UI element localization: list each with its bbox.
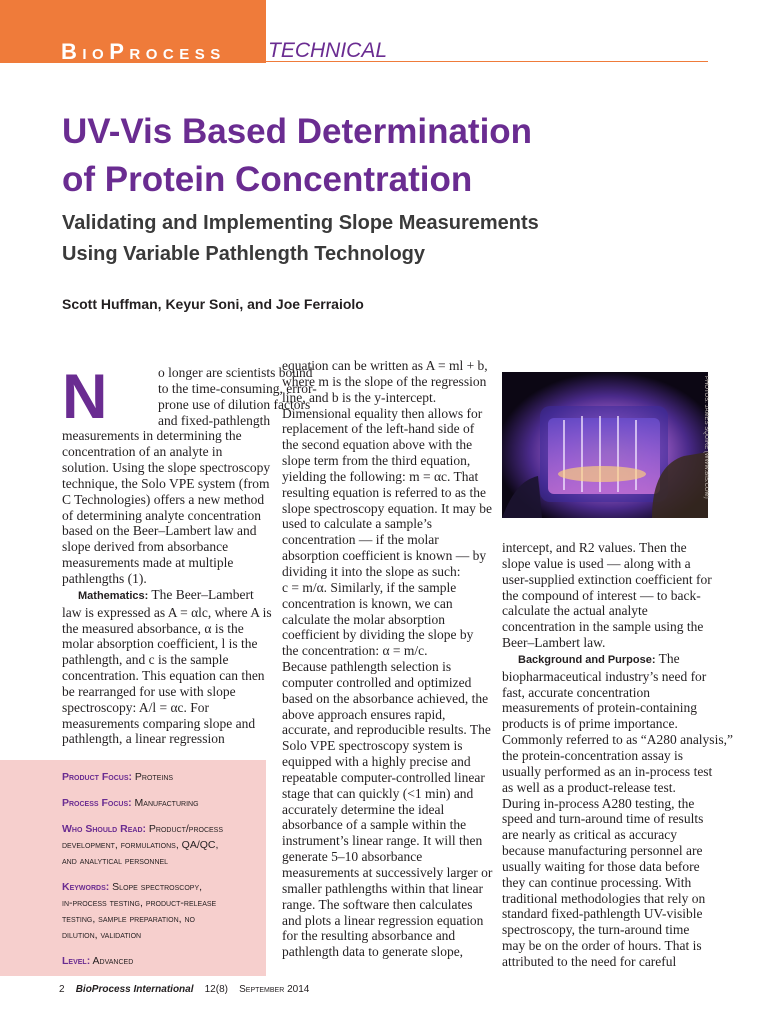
keywords-line-2: in-process testing, product-release: [62, 897, 217, 909]
text-line: equipped with a highly precise and: [282, 754, 471, 770]
text-line: Commonly referred to as “A280 analysis,”: [502, 732, 733, 748]
text-line: above approach ensures rapid,: [282, 706, 446, 722]
bg-first-rest: The: [655, 650, 680, 666]
journal-name: BioProcess International: [75, 984, 194, 995]
keywords-line-3: testing, sample preparation, no: [62, 913, 195, 925]
text-line: dividing it into the slope as such:: [282, 563, 461, 579]
text-line: the compound of interest — to back-: [502, 587, 701, 603]
who-line-3: and analytical personnel: [62, 855, 169, 867]
text-line: may be on the order of hours. That is: [502, 938, 702, 954]
text-line: the concentration: α = m/c.: [282, 643, 428, 659]
text-line: Dimensional equality then allows for: [282, 405, 483, 421]
text-line: and fixed-pathlength: [158, 412, 271, 428]
math-first-line: [62, 587, 266, 605]
text-line: equation can be written as A = ml + b,: [282, 358, 488, 373]
text-line: spectroscopy, the turn-around time: [502, 922, 690, 938]
bg-first-line: [502, 651, 708, 669]
text-line: measurements comparing slope and: [62, 715, 256, 731]
text-line: concentration. This equation can then: [62, 668, 265, 684]
column-2: [282, 358, 493, 960]
text-line: Because pathlength selection is: [282, 659, 452, 675]
text-line: spectroscopy: A/l = αc. For: [62, 699, 210, 715]
text-line: as well as a product-release test.: [502, 779, 676, 795]
text-line: used to calculate a sample’s: [282, 516, 432, 532]
text-line: replacement of the left-hand side of: [282, 421, 475, 437]
level: [62, 953, 262, 969]
section-name: TECHNICAL: [268, 39, 388, 62]
text-line: repeatable computer-controlled linear: [282, 769, 485, 785]
text-line: pathlength data to generate slope,: [282, 944, 464, 960]
page-number: 2: [59, 984, 65, 995]
text-line: and plots a linear regression equation: [282, 912, 484, 928]
page-footer: [59, 984, 309, 995]
level-label: Level:: [62, 955, 91, 967]
text-line: for the resulting absorbance and: [282, 928, 456, 944]
col3-paragraph-b: [502, 668, 733, 970]
photo-credit: PHOTOS: JAMES SQUIRE (WWW.BIS.COM): [703, 376, 709, 499]
text-line: c = m/α. Similarly, if the sample: [282, 579, 457, 595]
text-line: are nearly as critical as accuracy: [502, 827, 678, 843]
text-line: they can continue processing. With: [502, 874, 692, 890]
text-line: prone use of dilution factors: [158, 396, 311, 412]
text-line: accurate, and reproducible results. The: [282, 722, 491, 738]
text-line: attributed to the need for careful: [502, 953, 677, 969]
text-line: based on the Beer–Lambert law and: [62, 523, 257, 539]
text-line: Beer–Lambert law.: [502, 635, 606, 651]
text-line: to the time-consuming, error-: [158, 380, 317, 396]
text-line: standard fixed-pathlength UV-visible: [502, 906, 703, 922]
text-line: user-supplied extinction coefficient for: [502, 571, 712, 587]
product-focus: [62, 769, 262, 785]
issue-date: September 2014: [239, 984, 310, 995]
text-line: because manufacturing personnel are: [502, 843, 703, 859]
text-line: instrument’s linear range. It will then: [282, 833, 483, 849]
text-line: pathlengths (1).: [62, 570, 147, 586]
text-line: o longer are scientists bound: [158, 365, 313, 380]
text-line: molar absorption coefficient, l is the: [62, 636, 258, 652]
text-line: absorption coefficient is known — by: [282, 548, 487, 564]
article-title: [62, 108, 702, 204]
text-line: generate 5–10 absorbance: [282, 849, 423, 865]
text-line: concentration in the sample using the: [502, 619, 704, 635]
bg-heading: Background and Purpose:: [518, 653, 656, 666]
text-line: concentration of an analyte in: [62, 444, 223, 460]
keywords-line-4: dilution, validation: [62, 929, 142, 941]
text-line: usually performed as an in-process test: [502, 763, 713, 779]
text-line: pathlength, and c is the sample: [62, 652, 229, 668]
who-should-read: [62, 821, 262, 869]
text-line: calculate the molar absorption: [282, 611, 446, 627]
text-line: speed and turn-around time of results: [502, 811, 704, 827]
column-1: [62, 362, 317, 747]
math-paragraph: [62, 604, 272, 748]
text-line: resulting equation is referred to as the: [282, 484, 486, 500]
level-value: Advanced: [92, 955, 134, 967]
text-line: C Technologies) offers a new method: [62, 491, 265, 507]
text-line: the measured absorbance, α is the: [62, 620, 244, 636]
intro-indented: [62, 365, 317, 428]
text-line: traditional methodologies that rely on: [502, 890, 706, 906]
intro-paragraph: [62, 428, 271, 586]
text-line: measurements of protein-containing: [502, 700, 697, 716]
product-focus-value: Proteins: [134, 771, 174, 783]
text-line: where m is the slope of the regression: [282, 373, 487, 389]
col3-paragraph-a: [502, 540, 712, 651]
text-line: technique, the Solo VPE system (from: [62, 475, 270, 491]
keywords-line-1: Slope spectroscopy,: [112, 881, 203, 893]
text-line: yielding the following: m = αc. That: [282, 468, 479, 484]
text-line: measurements made at multiple: [62, 555, 234, 571]
text-line: concentration is known, we can: [282, 595, 453, 611]
author-byline: Scott Huffman, Keyur Soni, and Joe Ferraiolo: [62, 296, 364, 312]
keywords: [62, 879, 262, 943]
text-line: range. The software then calculates: [282, 896, 473, 912]
text-line: slope value is used — along with a: [502, 555, 691, 571]
text-line: intercept, and R2 values. Then the: [502, 540, 687, 555]
text-line: solution. Using the slope spectroscopy: [62, 460, 271, 476]
issue-number: 12(8): [204, 984, 228, 995]
who-line-2: development, formulations, QA/QC,: [62, 839, 219, 851]
math-heading: Mathematics:: [78, 589, 149, 602]
text-line: slope term from the third equation,: [282, 453, 471, 469]
text-line: line, and b is the y-intercept.: [282, 389, 437, 405]
text-line: usually waiting for those data before: [502, 858, 700, 874]
lab-photo: [502, 372, 708, 518]
text-line: Solo VPE spectroscopy system is: [282, 738, 463, 754]
process-focus-label: Process Focus:: [62, 797, 132, 809]
text-line: the second equation above with the: [282, 437, 473, 453]
text-line: fast, accurate concentration: [502, 684, 651, 700]
text-line: law is expressed as A = αlc, where A is: [62, 604, 272, 620]
who-line-1: Product/process: [148, 823, 224, 835]
text-line: based on the absorbance achieved, the: [282, 690, 489, 706]
text-line: slope spectroscopy equation. It may be: [282, 500, 492, 516]
text-line: measurements in determining the: [62, 428, 242, 444]
brand-name: BioProcess: [61, 39, 226, 64]
process-focus: [62, 795, 262, 811]
keywords-label: Keywords:: [62, 881, 110, 893]
text-line: calculate the actual analyte: [502, 603, 648, 619]
text-line: smaller pathlengths within that linear: [282, 880, 483, 896]
subtitle-line-1: Validating and Implementing Slope Measurements: [62, 212, 539, 234]
col2-paragraph-b: [282, 659, 493, 960]
text-line: be rearranged for use with slope: [62, 683, 236, 699]
text-line: concentration — if the molar: [282, 532, 439, 548]
product-focus-label: Product Focus:: [62, 771, 132, 783]
who-label: Who Should Read:: [62, 823, 146, 835]
col2-paragraph-a: [282, 358, 492, 659]
lab-photo-image: [502, 372, 708, 518]
article-subtitle: [62, 208, 702, 270]
title-line-2: of Protein Concentration: [62, 160, 473, 199]
text-line: stage that can quickly (<1 min) and: [282, 785, 474, 801]
drop-cap: N: [62, 362, 108, 432]
text-line: of determining analyte concentration: [62, 507, 262, 523]
text-line: products is of prime importance.: [502, 716, 678, 732]
text-line: absorbance of a sample within the: [282, 817, 467, 833]
math-first-rest: The Beer–Lambert: [148, 586, 254, 602]
text-line: coefficient by dividing the slope by: [282, 627, 474, 643]
text-line: slope derived from absorbance: [62, 539, 229, 555]
title-line-1: UV-Vis Based Determination: [62, 112, 533, 151]
text-line: measurements at successively larger or: [282, 865, 493, 880]
text-line: biopharmaceutical industry’s need for: [502, 668, 707, 684]
text-line: During in-process A280 testing, the: [502, 795, 695, 811]
text-line: computer controlled and optimized: [282, 674, 472, 690]
text-line: accurately determine the ideal: [282, 801, 445, 817]
subtitle-line-2: Using Variable Pathlength Technology: [62, 243, 426, 265]
process-focus-value: Manufacturing: [134, 797, 199, 809]
text-line: the protein-concentration assay is: [502, 747, 684, 763]
text-line: pathlength, a linear regression: [62, 731, 225, 747]
column-3: [502, 540, 733, 970]
